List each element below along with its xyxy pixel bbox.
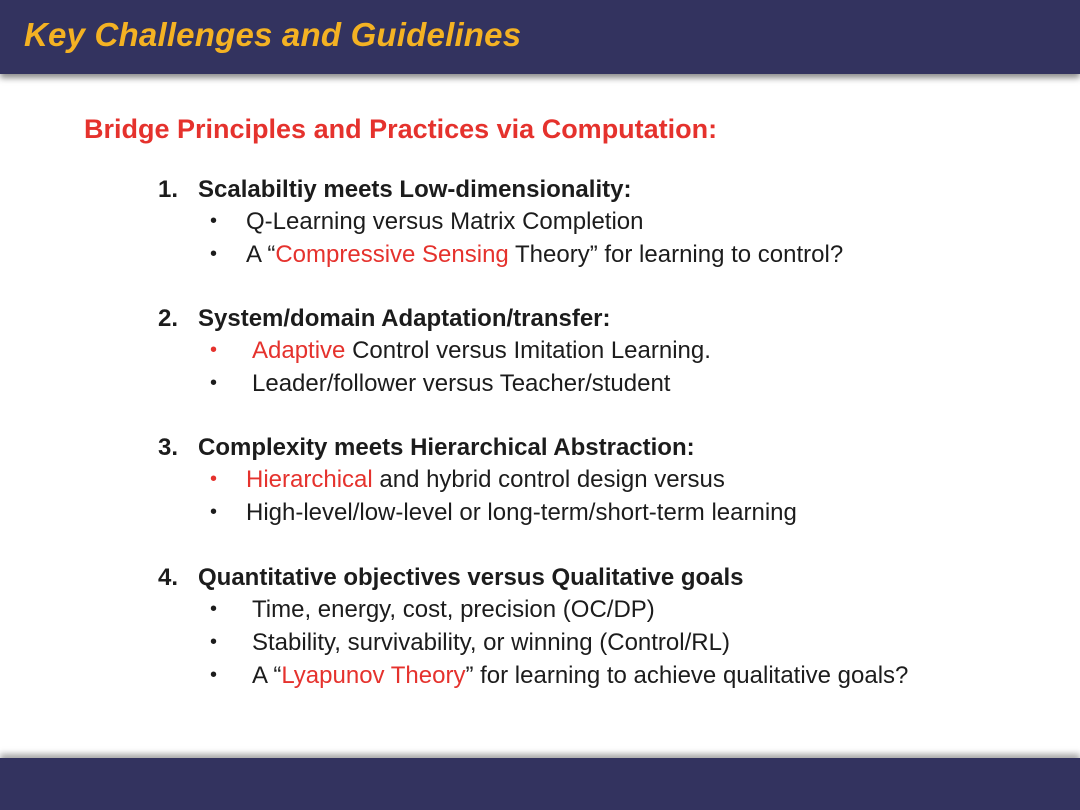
footer-bar bbox=[0, 758, 1080, 810]
bullet-dot: • bbox=[210, 243, 218, 265]
bullet-item bbox=[158, 205, 644, 238]
bullet-highlight: Adaptive bbox=[252, 337, 346, 364]
bullet-text bbox=[252, 334, 711, 367]
bullet-item bbox=[158, 463, 725, 496]
bullet-item bbox=[158, 659, 909, 692]
bullet-dot: • bbox=[210, 372, 218, 394]
bullet-text: Time, energy, cost, precision (OC/DP) bbox=[252, 596, 655, 623]
section-4 bbox=[158, 562, 909, 692]
bullet-text-pre: A “ bbox=[246, 241, 276, 268]
bullet-item bbox=[158, 626, 744, 659]
bullet-text: Stability, survivability, or winning (Control/RL) bbox=[252, 629, 730, 656]
section-title: Complexity meets Hierarchical Abstraction: bbox=[198, 434, 695, 461]
bullet-text: Leader/follower versus Teacher/student bbox=[252, 370, 671, 397]
section-number: 4. bbox=[158, 564, 179, 591]
bullet-dot: • bbox=[210, 598, 218, 620]
bullet-text-post: Control versus Imitation Learning. bbox=[345, 337, 711, 364]
bullet-dot: • bbox=[210, 210, 218, 232]
bullet-highlight: Hierarchical bbox=[246, 466, 373, 493]
slide-subtitle: Bridge Principles and Practices via Computation: bbox=[84, 114, 718, 144]
bullet-text-post: ” for learning to achieve qualitative goals? bbox=[465, 662, 909, 689]
bullet-item bbox=[158, 496, 797, 529]
bullet-item bbox=[158, 593, 744, 626]
bullet-highlight: Lyapunov Theory bbox=[281, 662, 466, 689]
bullet-dot: • bbox=[210, 501, 218, 523]
bullet-text-pre: A “ bbox=[252, 662, 282, 689]
bullet-text bbox=[246, 463, 725, 496]
slide-title: Key Challenges and Guidelines bbox=[24, 16, 522, 53]
section-title: Quantitative objectives versus Qualitative goals bbox=[198, 564, 744, 591]
bullet-dot: • bbox=[210, 339, 218, 361]
section-heading bbox=[158, 303, 611, 334]
section-title: Scalabiltiy meets Low-dimensionality: bbox=[198, 176, 632, 203]
section-1 bbox=[158, 174, 844, 271]
bullet-text: High-level/low-level or long-term/short-term learning bbox=[246, 499, 797, 526]
bullet-item bbox=[158, 334, 711, 367]
bullet-text: Q-Learning versus Matrix Completion bbox=[246, 208, 644, 235]
bullet-text bbox=[252, 659, 908, 692]
bullet-dot: • bbox=[210, 468, 218, 490]
bullet-text bbox=[246, 238, 843, 271]
section-2 bbox=[158, 303, 711, 400]
bullet-dot: • bbox=[210, 631, 218, 653]
bullet-text-post: and hybrid control design versus bbox=[372, 466, 725, 493]
section-number: 2. bbox=[158, 305, 179, 332]
bullet-dot: • bbox=[210, 664, 218, 686]
bullet-highlight: Compressive Sensing bbox=[275, 241, 509, 268]
section-heading bbox=[158, 174, 631, 205]
section-heading bbox=[158, 432, 695, 463]
section-3 bbox=[158, 432, 797, 529]
section-title: System/domain Adaptation/transfer: bbox=[198, 305, 611, 332]
section-number: 3. bbox=[158, 434, 179, 461]
header-bar bbox=[0, 0, 1080, 74]
bullet-text-post: Theory” for learning to control? bbox=[508, 241, 844, 268]
section-heading bbox=[158, 562, 744, 593]
bullet-item bbox=[158, 238, 844, 271]
bullet-item bbox=[158, 367, 671, 400]
section-number: 1. bbox=[158, 176, 179, 203]
